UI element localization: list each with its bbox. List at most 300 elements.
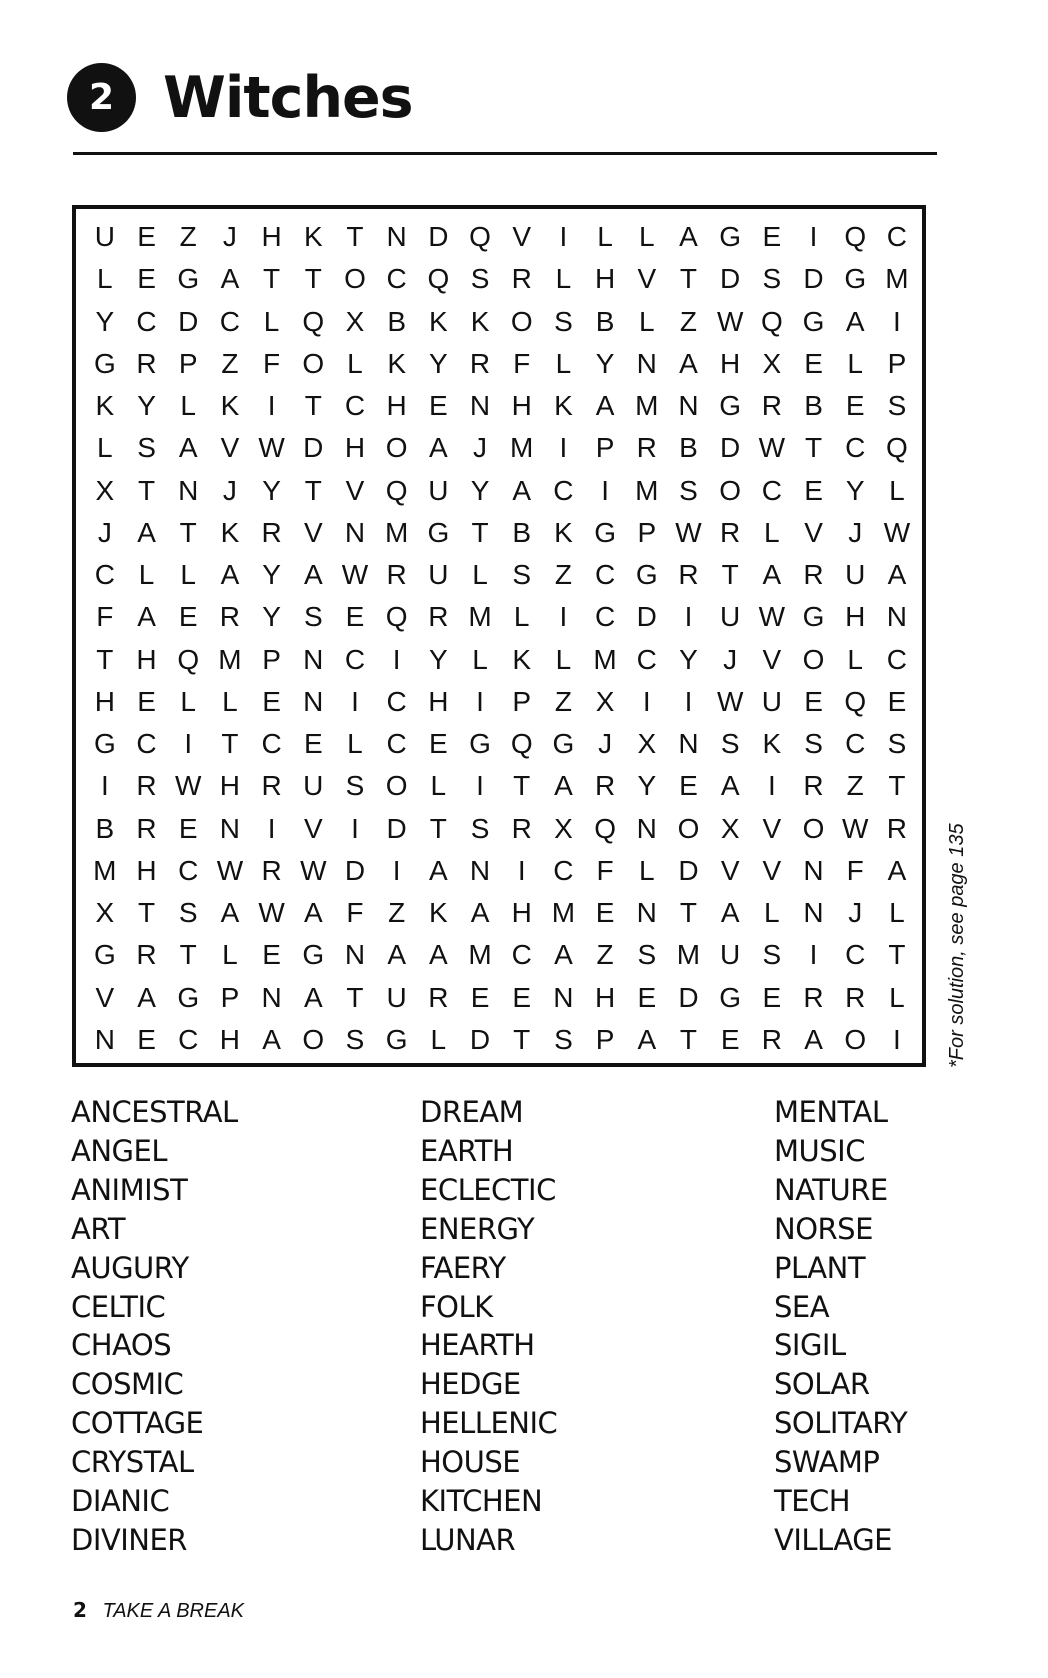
grid-cell[interactable]: I <box>684 685 693 717</box>
grid-cell[interactable]: T <box>304 263 322 295</box>
grid-cell[interactable]: B <box>595 305 615 337</box>
grid-cell[interactable]: Q <box>469 221 491 253</box>
grid-cell[interactable]: A <box>429 854 448 886</box>
grid-cell[interactable]: X <box>720 812 740 844</box>
grid-cell[interactable]: Y <box>262 559 281 591</box>
grid-cell[interactable]: Q <box>886 432 908 464</box>
grid-cell[interactable]: A <box>137 981 156 1013</box>
grid-cell[interactable]: U <box>428 559 449 591</box>
grid-cell[interactable]: I <box>351 685 359 717</box>
grid-cell[interactable]: R <box>761 390 782 422</box>
grid-cell[interactable]: I <box>392 643 401 675</box>
grid-cell[interactable]: J <box>473 432 488 464</box>
grid-cell[interactable]: L <box>889 981 905 1013</box>
grid-cell[interactable]: E <box>178 812 198 844</box>
grid-cell[interactable]: P <box>512 685 532 717</box>
grid-cell[interactable]: V <box>303 516 323 548</box>
grid-cell[interactable]: A <box>429 939 448 971</box>
grid-cell[interactable]: W <box>716 305 744 337</box>
grid-cell[interactable]: E <box>512 981 532 1013</box>
grid-cell[interactable]: E <box>429 728 448 760</box>
grid-cell[interactable]: Q <box>427 263 450 295</box>
grid-cell[interactable]: K <box>220 516 240 548</box>
grid-cell[interactable]: G <box>93 347 116 379</box>
grid-cell[interactable]: M <box>468 939 492 971</box>
grid-cell[interactable]: U <box>303 770 324 802</box>
grid-cell[interactable]: S <box>137 432 156 464</box>
grid-cell[interactable]: A <box>470 897 490 929</box>
grid-cell[interactable]: B <box>804 390 823 422</box>
grid-cell[interactable]: Z <box>554 685 572 717</box>
grid-cell[interactable]: D <box>636 601 657 633</box>
grid-cell[interactable]: T <box>179 516 197 548</box>
grid-cell[interactable]: G <box>802 305 825 337</box>
grid-cell[interactable]: I <box>809 221 818 253</box>
grid-cell[interactable]: M <box>510 432 534 464</box>
grid-cell[interactable]: L <box>472 643 488 675</box>
grid-cell[interactable]: E <box>679 770 698 802</box>
grid-cell[interactable]: C <box>553 854 574 886</box>
grid-cell[interactable]: K <box>95 390 115 422</box>
grid-cell[interactable]: L <box>430 1023 447 1055</box>
grid-cell[interactable]: Q <box>385 474 408 506</box>
grid-cell[interactable]: U <box>428 474 449 506</box>
grid-cell[interactable]: S <box>178 897 198 929</box>
grid-cell[interactable]: D <box>720 432 741 464</box>
grid-cell[interactable]: H <box>219 1023 241 1055</box>
grid-cell[interactable]: Z <box>554 559 572 591</box>
grid-cell[interactable]: M <box>551 897 576 929</box>
grid-cell[interactable]: W <box>758 601 786 633</box>
grid-cell[interactable]: V <box>762 643 782 675</box>
grid-cell[interactable]: H <box>136 854 157 886</box>
grid-cell[interactable]: L <box>347 347 363 379</box>
grid-cell[interactable]: S <box>762 939 782 971</box>
grid-cell[interactable]: E <box>720 1023 740 1055</box>
grid-cell[interactable]: V <box>220 432 240 464</box>
grid-cell[interactable]: C <box>261 728 282 760</box>
grid-cell[interactable]: R <box>511 263 532 295</box>
grid-cell[interactable]: S <box>512 559 532 591</box>
grid-cell[interactable]: I <box>476 685 484 717</box>
grid-cell[interactable]: R <box>511 812 532 844</box>
grid-cell[interactable]: Y <box>137 390 156 422</box>
grid-cell[interactable]: L <box>180 559 196 591</box>
grid-cell[interactable]: A <box>595 390 615 422</box>
grid-cell[interactable]: N <box>803 897 824 929</box>
grid-cell[interactable]: N <box>303 643 324 675</box>
grid-cell[interactable]: O <box>510 305 533 337</box>
grid-cell[interactable]: A <box>554 939 573 971</box>
grid-cell[interactable]: R <box>761 1023 782 1055</box>
grid-cell[interactable]: G <box>719 981 742 1013</box>
grid-cell[interactable]: T <box>346 981 364 1013</box>
grid-cell[interactable]: L <box>138 559 155 591</box>
grid-cell[interactable]: Q <box>844 221 867 253</box>
grid-cell[interactable]: W <box>758 432 786 464</box>
grid-cell[interactable]: C <box>553 474 574 506</box>
grid-cell[interactable]: I <box>184 728 193 760</box>
grid-cell[interactable]: H <box>428 685 449 717</box>
grid-cell[interactable]: A <box>720 770 740 802</box>
grid-cell[interactable]: T <box>721 559 739 591</box>
grid-cell[interactable]: W <box>341 559 369 591</box>
grid-cell[interactable]: H <box>94 685 115 717</box>
grid-cell[interactable]: N <box>386 221 407 253</box>
grid-cell[interactable]: A <box>804 1023 823 1055</box>
grid-cell[interactable]: I <box>893 1023 901 1055</box>
grid-cell[interactable]: K <box>470 305 490 337</box>
grid-cell[interactable]: R <box>261 770 282 802</box>
grid-cell[interactable]: I <box>809 939 818 971</box>
grid-cell[interactable]: D <box>720 263 741 295</box>
grid-cell[interactable]: H <box>136 643 157 675</box>
grid-cell[interactable]: C <box>886 221 908 253</box>
grid-cell[interactable]: T <box>137 474 156 506</box>
grid-cell[interactable]: A <box>137 516 156 548</box>
grid-cell[interactable]: R <box>886 812 908 844</box>
grid-cell[interactable]: W <box>216 854 244 886</box>
grid-cell[interactable]: D <box>428 221 449 253</box>
grid-cell[interactable]: S <box>804 728 823 760</box>
grid-cell[interactable]: X <box>595 685 615 717</box>
grid-cell[interactable]: C <box>386 685 407 717</box>
grid-cell[interactable]: L <box>513 601 530 633</box>
grid-cell[interactable]: I <box>601 474 609 506</box>
grid-cell[interactable]: Y <box>262 474 281 506</box>
grid-cell[interactable]: H <box>344 432 366 464</box>
grid-cell[interactable]: D <box>178 305 199 337</box>
grid-cell[interactable]: E <box>762 221 782 253</box>
grid-cell[interactable]: L <box>347 728 363 760</box>
grid-cell[interactable]: T <box>221 728 239 760</box>
grid-cell[interactable]: C <box>636 643 657 675</box>
grid-cell[interactable]: I <box>267 812 276 844</box>
grid-cell[interactable]: H <box>720 347 741 379</box>
grid-cell[interactable]: C <box>594 601 616 633</box>
grid-cell[interactable]: T <box>888 939 906 971</box>
grid-cell[interactable]: S <box>720 728 740 760</box>
grid-cell[interactable]: A <box>387 939 406 971</box>
grid-cell[interactable]: D <box>344 854 366 886</box>
grid-cell[interactable]: F <box>263 347 281 379</box>
grid-cell[interactable]: V <box>762 854 782 886</box>
grid-cell[interactable]: Q <box>594 812 616 844</box>
grid-cell[interactable]: O <box>344 263 366 295</box>
grid-cell[interactable]: E <box>262 685 281 717</box>
grid-cell[interactable]: G <box>719 390 742 422</box>
grid-cell[interactable]: G <box>427 516 450 548</box>
grid-cell[interactable]: S <box>554 305 573 337</box>
grid-cell[interactable]: G <box>802 601 825 633</box>
grid-cell[interactable]: E <box>137 685 156 717</box>
grid-cell[interactable]: K <box>303 221 323 253</box>
grid-cell[interactable]: Z <box>388 897 406 929</box>
grid-cell[interactable]: E <box>804 474 823 506</box>
grid-cell[interactable]: L <box>847 347 863 379</box>
grid-cell[interactable]: G <box>552 728 575 760</box>
grid-cell[interactable]: H <box>594 981 616 1013</box>
grid-cell[interactable]: L <box>764 897 780 929</box>
grid-cell[interactable]: A <box>137 601 156 633</box>
grid-cell[interactable]: G <box>469 728 491 760</box>
grid-cell[interactable]: X <box>95 897 115 929</box>
grid-cell[interactable]: B <box>512 516 532 548</box>
grid-cell[interactable]: L <box>430 770 447 802</box>
grid-cell[interactable]: H <box>219 770 241 802</box>
grid-cell[interactable]: Y <box>595 347 615 379</box>
grid-cell[interactable]: Z <box>846 770 864 802</box>
grid-cell[interactable]: F <box>596 854 614 886</box>
grid-cell[interactable]: T <box>96 643 114 675</box>
grid-cell[interactable]: S <box>345 770 365 802</box>
grid-cell[interactable]: D <box>803 263 824 295</box>
grid-cell[interactable]: L <box>263 305 280 337</box>
grid-cell[interactable]: H <box>386 390 407 422</box>
grid-cell[interactable]: E <box>262 939 281 971</box>
grid-cell[interactable]: S <box>470 263 490 295</box>
grid-cell[interactable]: N <box>469 854 491 886</box>
grid-cell[interactable]: G <box>177 263 200 295</box>
grid-cell[interactable]: C <box>344 390 366 422</box>
grid-cell[interactable]: A <box>679 221 698 253</box>
grid-cell[interactable]: N <box>636 812 657 844</box>
grid-cell[interactable]: G <box>302 939 325 971</box>
grid-cell[interactable]: A <box>303 897 323 929</box>
grid-cell[interactable]: Q <box>510 728 533 760</box>
grid-cell[interactable]: A <box>720 897 740 929</box>
grid-cell[interactable]: N <box>886 601 908 633</box>
grid-cell[interactable]: Y <box>429 643 448 675</box>
grid-cell[interactable]: N <box>636 347 657 379</box>
grid-cell[interactable]: I <box>476 770 484 802</box>
grid-cell[interactable]: U <box>761 685 782 717</box>
grid-cell[interactable]: N <box>94 1023 115 1055</box>
grid-cell[interactable]: T <box>679 1023 698 1055</box>
grid-cell[interactable]: O <box>302 347 325 379</box>
grid-cell[interactable]: X <box>762 347 782 379</box>
grid-cell[interactable]: E <box>887 685 907 717</box>
grid-cell[interactable]: V <box>95 981 115 1013</box>
grid-cell[interactable]: W <box>842 812 869 844</box>
grid-cell[interactable]: X <box>554 812 573 844</box>
grid-cell[interactable]: T <box>513 1023 531 1055</box>
grid-cell[interactable]: I <box>559 601 568 633</box>
grid-cell[interactable]: O <box>802 643 825 675</box>
grid-cell[interactable]: C <box>511 939 532 971</box>
grid-cell[interactable]: Y <box>95 305 115 337</box>
grid-cell[interactable]: L <box>180 685 196 717</box>
grid-cell[interactable]: P <box>637 516 657 548</box>
grid-cell[interactable]: W <box>175 770 202 802</box>
grid-cell[interactable]: T <box>679 263 698 295</box>
grid-cell[interactable]: E <box>804 685 823 717</box>
grid-cell[interactable]: N <box>678 728 699 760</box>
grid-cell[interactable]: I <box>517 854 526 886</box>
grid-cell[interactable]: S <box>679 474 698 506</box>
grid-cell[interactable]: R <box>261 854 282 886</box>
grid-cell[interactable]: R <box>136 770 157 802</box>
grid-cell[interactable]: Z <box>179 221 197 253</box>
grid-cell[interactable]: Y <box>262 601 281 633</box>
grid-cell[interactable]: R <box>136 812 157 844</box>
grid-cell[interactable]: N <box>303 685 324 717</box>
grid-cell[interactable]: N <box>469 390 491 422</box>
grid-cell[interactable]: I <box>267 390 276 422</box>
grid-cell[interactable]: S <box>303 601 323 633</box>
grid-cell[interactable]: K <box>387 347 406 379</box>
grid-cell[interactable]: H <box>845 601 866 633</box>
grid-cell[interactable]: E <box>762 981 782 1013</box>
grid-cell[interactable]: S <box>887 728 907 760</box>
grid-cell[interactable]: S <box>470 812 490 844</box>
grid-cell[interactable]: E <box>137 221 156 253</box>
grid-cell[interactable]: J <box>848 897 863 929</box>
grid-cell[interactable]: V <box>804 516 823 548</box>
grid-cell[interactable]: E <box>637 981 657 1013</box>
grid-cell[interactable]: C <box>886 643 908 675</box>
grid-cell[interactable]: W <box>300 854 327 886</box>
grid-cell[interactable]: N <box>678 390 699 422</box>
grid-cell[interactable]: I <box>559 432 568 464</box>
grid-cell[interactable]: V <box>762 812 782 844</box>
grid-cell[interactable]: D <box>386 812 407 844</box>
grid-cell[interactable]: A <box>762 559 782 591</box>
grid-cell[interactable]: X <box>95 474 115 506</box>
grid-cell[interactable]: P <box>178 347 198 379</box>
grid-cell[interactable]: P <box>220 981 240 1013</box>
grid-cell[interactable]: A <box>637 1023 657 1055</box>
grid-cell[interactable]: T <box>304 390 322 422</box>
grid-cell[interactable]: L <box>764 516 780 548</box>
grid-cell[interactable]: J <box>222 221 237 253</box>
grid-cell[interactable]: K <box>220 390 240 422</box>
grid-cell[interactable]: E <box>845 390 865 422</box>
grid-cell[interactable]: W <box>258 897 285 929</box>
grid-cell[interactable]: N <box>178 474 199 506</box>
grid-cell[interactable]: J <box>222 474 237 506</box>
grid-cell[interactable]: E <box>137 1023 156 1055</box>
grid-cell[interactable]: I <box>351 812 359 844</box>
grid-cell[interactable]: M <box>384 516 409 548</box>
grid-cell[interactable]: R <box>469 347 491 379</box>
grid-cell[interactable]: R <box>678 559 699 591</box>
grid-cell[interactable]: Z <box>596 939 614 971</box>
grid-cell[interactable]: K <box>429 305 448 337</box>
grid-cell[interactable]: H <box>261 221 282 253</box>
grid-cell[interactable]: V <box>512 221 532 253</box>
grid-cell[interactable]: J <box>97 516 112 548</box>
grid-cell[interactable]: M <box>93 854 117 886</box>
grid-cell[interactable]: R <box>803 981 824 1013</box>
grid-cell[interactable]: A <box>554 770 573 802</box>
grid-cell[interactable]: K <box>554 516 573 548</box>
grid-cell[interactable]: E <box>595 897 615 929</box>
grid-cell[interactable]: P <box>595 432 615 464</box>
grid-cell[interactable]: Y <box>637 770 657 802</box>
grid-cell[interactable]: V <box>720 854 740 886</box>
grid-cell[interactable]: R <box>720 516 741 548</box>
grid-cell[interactable]: A <box>303 981 323 1013</box>
grid-cell[interactable]: T <box>513 770 531 802</box>
grid-cell[interactable]: A <box>887 854 907 886</box>
grid-cell[interactable]: T <box>263 263 281 295</box>
grid-cell[interactable]: E <box>804 347 823 379</box>
grid-cell[interactable]: R <box>386 559 407 591</box>
grid-cell[interactable]: K <box>512 643 532 675</box>
grid-cell[interactable]: Y <box>845 474 865 506</box>
grid-cell[interactable]: O <box>802 812 825 844</box>
grid-cell[interactable]: O <box>677 812 700 844</box>
grid-cell[interactable]: E <box>178 601 198 633</box>
grid-cell[interactable]: C <box>594 559 616 591</box>
grid-cell[interactable]: E <box>137 263 156 295</box>
grid-cell[interactable]: L <box>97 263 113 295</box>
grid-cell[interactable]: G <box>719 221 742 253</box>
grid-cell[interactable]: Q <box>177 643 200 675</box>
grid-cell[interactable]: I <box>684 601 693 633</box>
grid-cell[interactable]: P <box>262 643 281 675</box>
grid-cell[interactable]: A <box>220 263 240 295</box>
grid-cell[interactable]: L <box>555 347 572 379</box>
grid-cell[interactable]: Q <box>385 601 408 633</box>
grid-cell[interactable]: M <box>218 643 242 675</box>
grid-cell[interactable]: A <box>679 347 698 379</box>
grid-cell[interactable]: L <box>638 854 655 886</box>
grid-cell[interactable]: I <box>100 770 109 802</box>
grid-cell[interactable]: A <box>178 432 198 464</box>
grid-cell[interactable]: G <box>594 516 616 548</box>
grid-cell[interactable]: S <box>637 939 657 971</box>
grid-cell[interactable]: N <box>636 897 657 929</box>
grid-cell[interactable]: F <box>96 601 114 633</box>
grid-cell[interactable]: R <box>594 770 616 802</box>
grid-cell[interactable]: W <box>716 685 744 717</box>
grid-cell[interactable]: E <box>345 601 365 633</box>
grid-cell[interactable]: Z <box>221 347 239 379</box>
grid-cell[interactable]: A <box>845 305 865 337</box>
grid-cell[interactable]: I <box>642 685 651 717</box>
grid-cell[interactable]: R <box>136 939 157 971</box>
grid-cell[interactable]: L <box>597 221 613 253</box>
grid-cell[interactable]: L <box>472 559 488 591</box>
grid-cell[interactable]: S <box>762 263 782 295</box>
grid-cell[interactable]: M <box>676 939 701 971</box>
grid-cell[interactable]: N <box>344 516 366 548</box>
grid-cell[interactable]: L <box>638 305 655 337</box>
grid-cell[interactable]: I <box>392 854 401 886</box>
grid-cell[interactable]: A <box>303 559 323 591</box>
grid-cell[interactable]: N <box>344 939 366 971</box>
grid-cell[interactable]: U <box>386 981 407 1013</box>
grid-cell[interactable]: A <box>429 432 448 464</box>
grid-cell[interactable]: L <box>97 432 113 464</box>
grid-cell[interactable]: M <box>468 601 492 633</box>
grid-cell[interactable]: A <box>262 1023 281 1055</box>
grid-cell[interactable]: D <box>678 981 699 1013</box>
grid-cell[interactable]: I <box>767 770 776 802</box>
grid-cell[interactable]: G <box>844 263 867 295</box>
grid-cell[interactable]: B <box>387 305 406 337</box>
grid-cell[interactable]: R <box>428 601 449 633</box>
grid-cell[interactable]: N <box>261 981 282 1013</box>
grid-cell[interactable]: Z <box>679 305 698 337</box>
grid-cell[interactable]: O <box>385 770 408 802</box>
grid-cell[interactable]: K <box>554 390 573 422</box>
grid-cell[interactable]: C <box>845 939 866 971</box>
grid-cell[interactable]: A <box>512 474 532 506</box>
grid-cell[interactable]: R <box>845 981 866 1013</box>
